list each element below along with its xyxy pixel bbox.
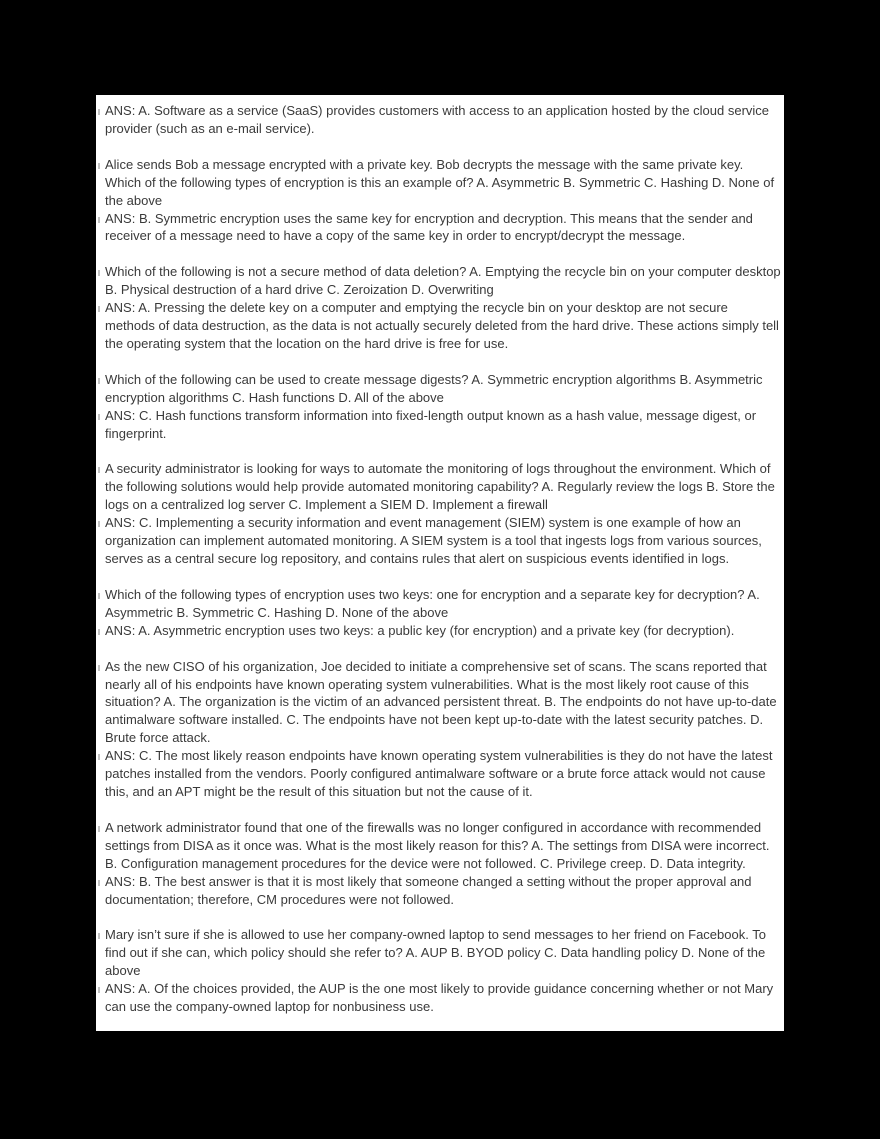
- answer-paragraph: [105, 102, 784, 138]
- qa-group-4: [105, 371, 784, 443]
- text-line: above: [105, 963, 141, 979]
- qa-group-2: [105, 156, 784, 246]
- text-line: situation? A. The organization is the victim of an advanced persistent threat. B. The endpoints do not have up-to-date: [105, 694, 777, 710]
- qa-group-5: [105, 460, 784, 568]
- text-line: can use the company-owned laptop for nonbusiness use.: [105, 999, 434, 1015]
- qa-group-9: [105, 926, 784, 1016]
- text-line: A security administrator is looking for ways to automate the monitoring of logs throughout the environment. Which of: [105, 461, 771, 477]
- answer-paragraph: [105, 299, 784, 353]
- text-line: ANS: A. Of the choices provided, the AUP is the one most likely to provide guidance concerning whether or not Mary: [105, 981, 774, 997]
- text-line: the following solutions would help provide automated monitoring capability? A. Regularly review the logs B. Store the: [105, 479, 775, 495]
- text-line: documentation; therefore, CM procedures were not followed.: [105, 891, 455, 907]
- text-line: this, and an APT might be the result of this situation but not the cause of it.: [105, 784, 533, 800]
- text-line: Which of the following is not a secure method of data deletion? A. Emptying the recycle bin on your computer desktop: [105, 264, 781, 280]
- text-line: Asymmetric B. Symmetric C. Hashing D. None of the above: [105, 604, 449, 620]
- text-line: Alice sends Bob a message encrypted with a private key. Bob decrypts the message with the same private key.: [105, 156, 744, 172]
- answer-paragraph: [105, 622, 784, 640]
- text-line: receiver of a message need to have a copy of the same key in order to encrypt/decrypt the message.: [105, 228, 686, 244]
- text-line: organization can implement automated monitoring. A SIEM system is a tool that ingests logs from various sources,: [105, 533, 762, 549]
- text-line: ANS: A. Software as a service (SaaS) provides customers with access to an application hosted by the cloud service: [105, 103, 770, 118]
- text-line: settings from DISA as it once was. What is the most likely reason for this? A. The settings from DISA were incorrect.: [105, 837, 770, 853]
- question-paragraph: [105, 371, 784, 407]
- text-line: B. Configuration management procedures for the device were not followed. C. Privilege creep. D. Data integrity.: [105, 855, 746, 871]
- text-line: the operating system that the location on the hard drive is free for use.: [105, 335, 509, 351]
- answer-paragraph: [105, 514, 784, 568]
- text-line: ANS: C. Hash functions transform information into fixed-length output known as a hash value, message digest, or: [105, 407, 757, 423]
- question-paragraph: [105, 263, 784, 299]
- text-line: Which of the following types of encryption uses two keys: one for encryption and a separate key for decryption? A.: [105, 586, 760, 602]
- answer-paragraph: [105, 747, 784, 801]
- text-line: patches installed from the vendors. Poorly configured antimalware software or a brute force attack would not cause: [105, 766, 766, 782]
- qa-group-7: [105, 658, 784, 801]
- text-line: logs on a centralized log server C. Implement a SIEM D. Implement a firewall: [105, 497, 548, 513]
- text-line: fingerprint.: [105, 425, 167, 441]
- text-line: find out if she can, which policy should she refer to? A. AUP B. BYOD policy C. Data handling policy D. None of the: [105, 945, 766, 961]
- answer-paragraph: [105, 873, 784, 909]
- question-paragraph: [105, 586, 784, 622]
- qa-group-3: [105, 263, 784, 353]
- text-line: methods of data destruction, as the data is not actually securely deleted from the hard drive. These actions simply tell: [105, 318, 779, 334]
- qa-group-1: [105, 102, 784, 138]
- text-line: ANS: C. Implementing a security information and event management (SIEM) system is one example of how an: [105, 515, 741, 531]
- text-line: A network administrator found that one of the firewalls was no longer configured in accordance with recommended: [105, 819, 762, 835]
- text-line: ANS: A. Asymmetric encryption uses two keys: a public key (for encryption) and a private key (for decryption).: [105, 622, 735, 638]
- text-line: nearly all of his endpoints have known operating system vulnerabilities. What is the most likely root cause of this: [105, 676, 749, 692]
- text-line: ANS: C. The most likely reason endpoints have known operating system vulnerabilities is they do not have the latest: [105, 748, 773, 764]
- text-line: B. Physical destruction of a hard drive C. Zeroization D. Overwriting: [105, 282, 494, 298]
- text-line: ANS: A. Pressing the delete key on a computer and emptying the recycle bin on your desktop are not secure: [105, 300, 728, 316]
- text-line: Brute force attack.: [105, 730, 211, 746]
- text-line: the above: [105, 192, 163, 208]
- qa-group-6: [105, 586, 784, 640]
- text-line: Which of the following types of encryption is this an example of? A. Asymmetric B. Symmetric C. Hashing D. None of: [105, 174, 775, 190]
- text-line: encryption algorithms C. Hash functions D. All of the above: [105, 389, 444, 405]
- answer-paragraph: [105, 980, 784, 1016]
- qa-group-8: [105, 819, 784, 909]
- text-line: provider (such as an e-mail service).: [105, 120, 315, 136]
- answer-paragraph: [105, 407, 784, 443]
- question-paragraph: [105, 819, 784, 873]
- text-line: As the new CISO of his organization, Joe decided to initiate a comprehensive set of scans. The scans reported that: [105, 658, 767, 674]
- text-line: ANS: B. The best answer is that it is most likely that someone changed a setting without the proper approval and: [105, 873, 752, 889]
- text-line: Mary isn’t sure if she is allowed to use her company-owned laptop to send messages to her friend on Facebook. To: [105, 927, 766, 943]
- text-line: ANS: B. Symmetric encryption uses the same key for encryption and decryption. This means that the sender and: [105, 210, 753, 226]
- answer-paragraph: [105, 210, 784, 246]
- question-paragraph: [105, 658, 784, 748]
- text-line: Which of the following can be used to create message digests? A. Symmetric encryption algorithms B. Asymmetric: [105, 371, 763, 387]
- document-page: [96, 95, 784, 1031]
- question-paragraph: [105, 460, 784, 514]
- text-line: serves as a central secure log repository, and contains rules that alert on suspicious events identified in logs.: [105, 551, 730, 567]
- text-line: antimalware software installed. C. The endpoints have not been kept up-to-date with the latest security patches. D.: [105, 712, 764, 728]
- question-paragraph: [105, 156, 784, 210]
- question-paragraph: [105, 926, 784, 980]
